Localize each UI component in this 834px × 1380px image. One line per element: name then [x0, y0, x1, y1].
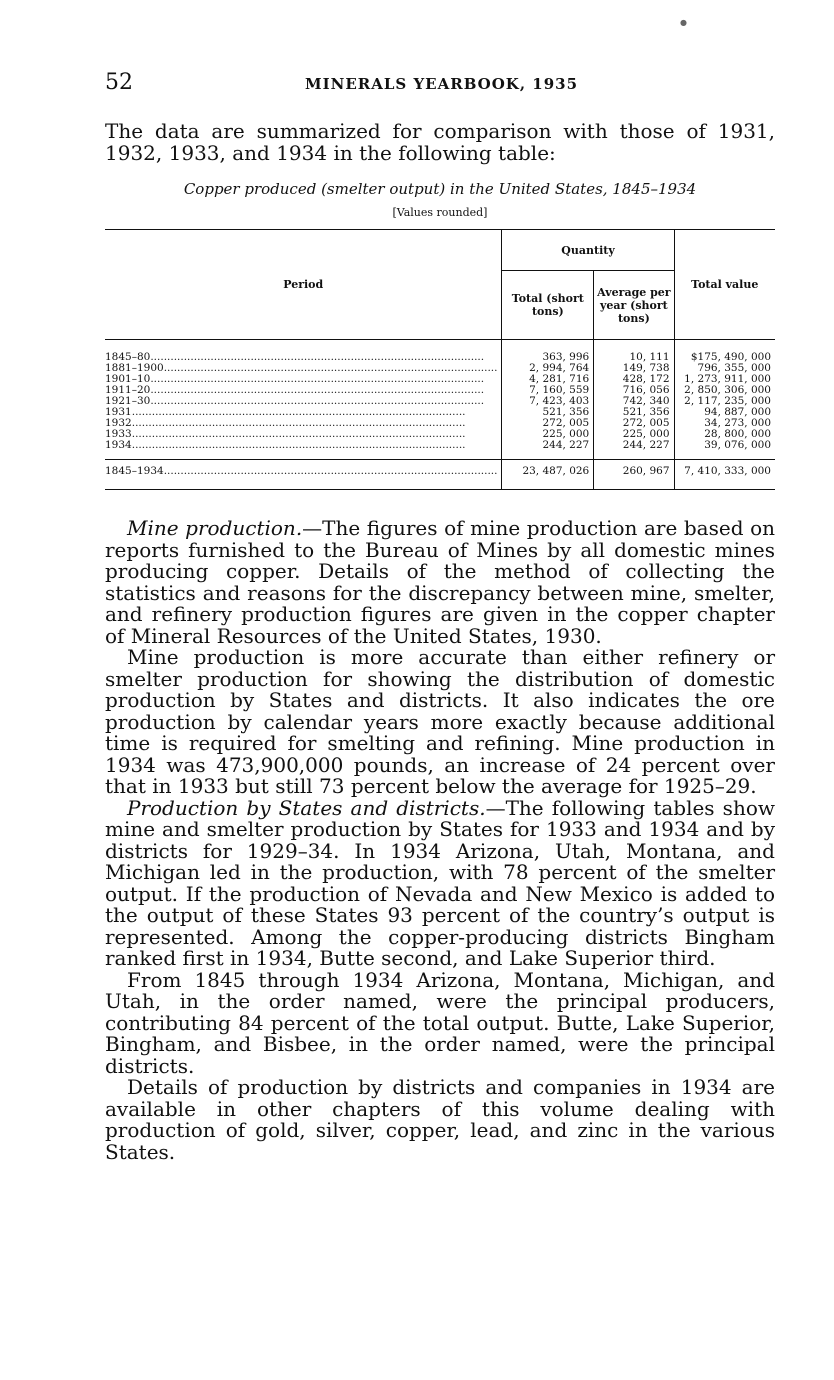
- header-period: Period: [105, 230, 502, 340]
- row-value: 2, 117, 235, 000: [674, 396, 775, 407]
- running-title: MINERALS YEARBOOK, 1935: [305, 75, 579, 93]
- table-row: [105, 385, 775, 396]
- total-avg: 260, 967: [594, 460, 674, 490]
- table-row: [105, 340, 775, 364]
- row-value: 1, 273, 911, 000: [674, 374, 775, 385]
- page: [105, 70, 775, 1163]
- row-period: 1932....................................................................................................: [105, 418, 466, 429]
- table-row: [105, 374, 775, 385]
- row-avg: 428, 172: [594, 374, 674, 385]
- row-total: 4, 281, 716: [502, 374, 594, 385]
- row-period: 1911–20....................................................................................................: [105, 385, 485, 396]
- row-avg: 742, 340: [594, 396, 674, 407]
- intro-paragraph: The data are summarized for comparison with those of 1931, 1932, 1933, and 1934 in the following table:: [105, 119, 775, 165]
- row-period: 1901–10....................................................................................................: [105, 374, 485, 385]
- header-total-short-tons: Total (short tons): [502, 271, 594, 340]
- table-row: [105, 440, 775, 460]
- row-period: 1845–80....................................................................................................: [105, 351, 485, 363]
- row-avg: 272, 005: [594, 418, 674, 429]
- row-avg: 716, 056: [594, 385, 674, 396]
- row-value: 796, 355, 000: [674, 363, 775, 374]
- row-total: 244, 227: [502, 440, 594, 460]
- body-text: [105, 518, 775, 1163]
- row-total: 521, 356: [502, 407, 594, 418]
- header-quantity: Quantity: [502, 230, 674, 271]
- paragraph-accuracy: Mine production is more accurate than either refinery or smelter production for showing the distribution of domestic production by States and districts. It also indicates the ore production by calendar years more exactly because additional time is required for smelting and refining. Mine production in 1934 was 473,900,000 pounds, an increase of 24 percent over that in 1933 but still 73 percent below the average for 1925–29.: [105, 645, 775, 798]
- copper-table: [105, 229, 775, 490]
- total-value: 7, 410, 333, 000: [674, 460, 775, 490]
- row-period: 1933....................................................................................................: [105, 429, 466, 440]
- paragraph-mine-production: Mine production.—The figures of mine production are based on reports furnished to the Bureau of Mines by all domestic mines producing copper. Details of the method of collecting the statistics and reasons for the discrepancy between mine, smelter, and refinery production figures are given in the copper chapter of Mineral Resources of the United States, 1930.: [105, 516, 775, 648]
- row-avg: 225, 000: [594, 429, 674, 440]
- table-row: [105, 363, 775, 374]
- row-value: 28, 800, 000: [674, 429, 775, 440]
- table-caption: Copper produced (smelter output) in the United States, 1845–1934: [183, 180, 697, 198]
- table-row: [105, 429, 775, 440]
- table-row: [105, 407, 775, 418]
- row-total: 272, 005: [502, 418, 594, 429]
- table-subcaption: [Values rounded]: [392, 206, 488, 219]
- row-period: 1921–30....................................................................................................: [105, 396, 485, 407]
- row-value: 39, 076, 000: [674, 440, 775, 460]
- row-period: 1934....................................................................................................: [105, 440, 466, 451]
- row-avg: 149, 738: [594, 363, 674, 374]
- row-total: 363, 996: [502, 340, 594, 364]
- row-total: 225, 000: [502, 429, 594, 440]
- row-period: 1931....................................................................................................: [105, 407, 466, 418]
- row-value: 2, 850, 306, 000: [674, 385, 775, 396]
- row-total: 2, 994, 764: [502, 363, 594, 374]
- paragraph-lead: Mine production.: [127, 516, 303, 540]
- page-number: 52: [105, 70, 133, 95]
- total-period: 1845–1934....................................................................................................: [105, 460, 502, 490]
- header-avg-per-year: Average per year (short tons): [594, 271, 674, 340]
- row-period: 1881–1900....................................................................................................: [105, 363, 498, 374]
- table-total-row: [105, 460, 775, 490]
- row-avg: 521, 356: [594, 407, 674, 418]
- speck-mark: ●: [680, 18, 687, 27]
- paragraph-details: Details of production by districts and companies in 1934 are available in other chapters of this volume dealing with production of gold, silver, copper, lead, and zinc in the various States.: [105, 1075, 775, 1164]
- row-total: 7, 423, 403: [502, 396, 594, 407]
- row-value: 34, 273, 000: [674, 418, 775, 429]
- table-row: [105, 418, 775, 429]
- row-avg: 10, 111: [594, 340, 674, 364]
- paragraph-states-districts: Production by States and districts.—The following tables show mine and smelter production by States for 1933 and 1934 and by districts for 1929–34. In 1934 Arizona, Utah, Montana, and Michigan led in the production, with 78 percent of the smelter output. If the production of Nevada and New Mexico is added to the output of these States 93 percent of the country’s output is represented. Among the copper-producing districts Bingham ranked first in 1934, Butte second, and Lake Superior third.: [105, 795, 775, 970]
- table-row: [105, 396, 775, 407]
- row-total: 7, 160, 559: [502, 385, 594, 396]
- row-avg: 244, 227: [594, 440, 674, 460]
- page-header: [105, 70, 775, 110]
- row-value: $175, 490, 000: [674, 340, 775, 364]
- row-value: 94, 887, 000: [674, 407, 775, 418]
- header-total-value: Total value: [674, 230, 775, 340]
- paragraph-lead: Production by States and districts.: [127, 795, 486, 820]
- total-tons: 23, 487, 026: [502, 460, 594, 490]
- paragraph-principal-producers: From 1845 through 1934 Arizona, Montana, Michigan, and Utah, in the order named, were the principal producers, contributing 84 percent of the total output. Butte, Lake Superior, Bingham, and Bisbee, in the order named, were the principal districts.: [105, 967, 775, 1078]
